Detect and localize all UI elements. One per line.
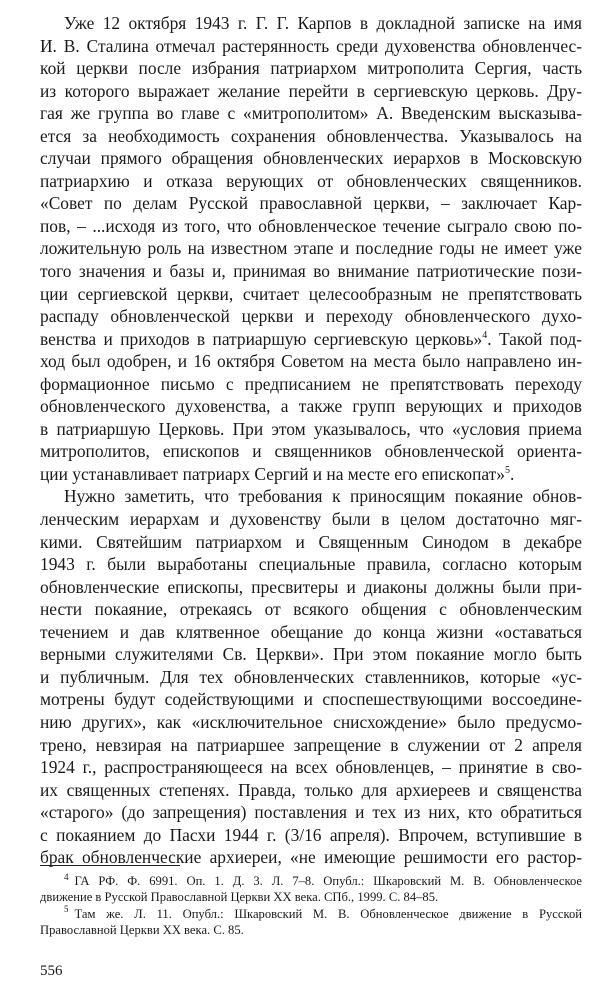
text-line: Нужно заметить, что требования к приносящим покаяние обнов- [64,486,582,507]
text-fragment: венства и приходов в патриаршую сергиевскую церковь» [40,328,483,349]
text-line: патриархию и отказа верующих от обновленческих священников. [40,170,582,191]
footnote-divider [40,865,180,866]
text-line: течением и дав клятвенное обещание до конца жизни «оставаться [40,621,582,642]
text-line: 1943 г. были выработаны специальные правила, согласно которым [40,554,582,575]
text-line: распаду обновленческой церкви и переходу обновленческого духо- [40,306,582,327]
text-fragment: ции устанавливает патриарх Сергий и на месте его епископат» [40,463,505,484]
footnote-number: 4 [64,871,69,882]
text-line: того значения и базы и, принимая во внимание патриотические пози- [40,261,582,282]
text-line: пов, – ...исходя из того, что обновленческое течение сыграло свою по- [40,215,582,236]
text-line: ции сергиевской церкви, считает целесообразным не препятствовать [40,283,582,304]
text-line: верными служителями Св. Церкви». При этом покаяние могло быть [40,644,582,665]
text-line: кими. Святейшим патриархом и Священным Синодом в декабре [40,531,582,552]
text-line: митрополитов, епископов и священников обновленческой ориента- [40,441,582,462]
text-line: ход был одобрен, и 16 октября Советом на места было направлено ин- [40,351,582,372]
text-line-with-footnote [40,328,582,351]
text-line: с покаянием до Пасхи 1944 г. (3/16 апреля). Впрочем, вступившие в [40,824,582,845]
page-number: 556 [40,963,63,979]
footnote-4-line: движение в Русской Православной Церкви XX века. СПб., 1999. С. 84–85. [40,890,439,905]
footnote-4-line [40,873,582,889]
text-fragment: . Такой под- [487,328,582,349]
text-line: случаи прямого обращения обновленческих иерархов в Московскую [40,148,582,169]
footnote-text: ГА РФ. Ф. 6991. Оп. 1. Д. 3. Л. 7–8. Опубл.: Шкаровский М. В. Обновленческое [74,874,582,888]
text-line: мотрены будут содействующими и споспешествующими воссоедине- [40,689,582,710]
text-line-with-footnote [40,463,582,486]
text-line: Уже 12 октября 1943 г. Г. Г. Карпов в докладной записке на имя [64,13,582,33]
text-line: гая же группа во главе с «митрополитом» А. Введенским высказыва- [40,103,582,124]
footnote-ref-4[interactable]: 4 [482,329,488,341]
text-line: брак обновленческие архиереи, «не имеющие решимости его растор- [40,847,582,868]
text-line: нести покаяние, отрекаясь от всякого общения с обновленческим [40,599,582,620]
text-line: «Совет по делам Русской православной церкви, – заключает Кар- [40,193,582,214]
text-line: их священных степенях. Правда, только для архиереев и священства [40,779,582,800]
text-line: ленческим иерархам и духовенству были в целом достаточно мяг- [40,509,582,530]
text-line: «старого» (до запрещения) поставления и тех из них, кто обратиться [40,802,582,823]
footnote-number: 5 [64,904,69,915]
text-line: трено, невзирая на патриаршее запрещение в служении от 2 апреля [40,734,582,755]
text-line: нию других», как «исключительное снисхождение» было предусмо- [40,711,582,732]
text-line: кой церкви после избрания патриархом митрополита Сергия, часть [40,58,582,79]
text-line: формационное письмо с предписанием не препятствовать переходу [40,373,582,394]
text-line: и публичным. Для тех обновленческих ставленников, которые «ус- [40,666,582,687]
text-line: И. В. Сталина отмечал растерянность среди духовенства обновленчес- [40,35,582,56]
text-line: 1924 г., распространяющееся на всех обновленцев, – принятие в сво- [40,757,582,778]
text-line: обновленческого духовенства, а также групп верующих и приходов [40,396,582,417]
text-line: обновленческие епископы, пресвитеры и диаконы должны были при- [40,576,582,597]
text-line: в патриаршую Церковь. При этом указывалось, что «условия приема [40,418,582,439]
footnote-text: Там же. Л. 11. Опубл.: Шкаровский М. В. Обновленческое движение в Русской [74,906,582,921]
text-line: из которого выражает желание перейти в сергиевскую церковь. Дру- [40,80,582,101]
text-line: ется за необходимость сохранения обновленчества. Указывалось на [40,125,582,146]
main-text [40,12,582,869]
text-line: ложительную роль на известном этапе и последние годы не имеет уже [40,238,582,259]
footnote-5-line [40,906,582,922]
footnote-5-line: Православной Церкви XX века. С. 85. [40,922,244,937]
footnotes [40,873,582,938]
text-fragment: . [509,463,515,484]
footnote-ref-5[interactable]: 5 [504,465,510,477]
